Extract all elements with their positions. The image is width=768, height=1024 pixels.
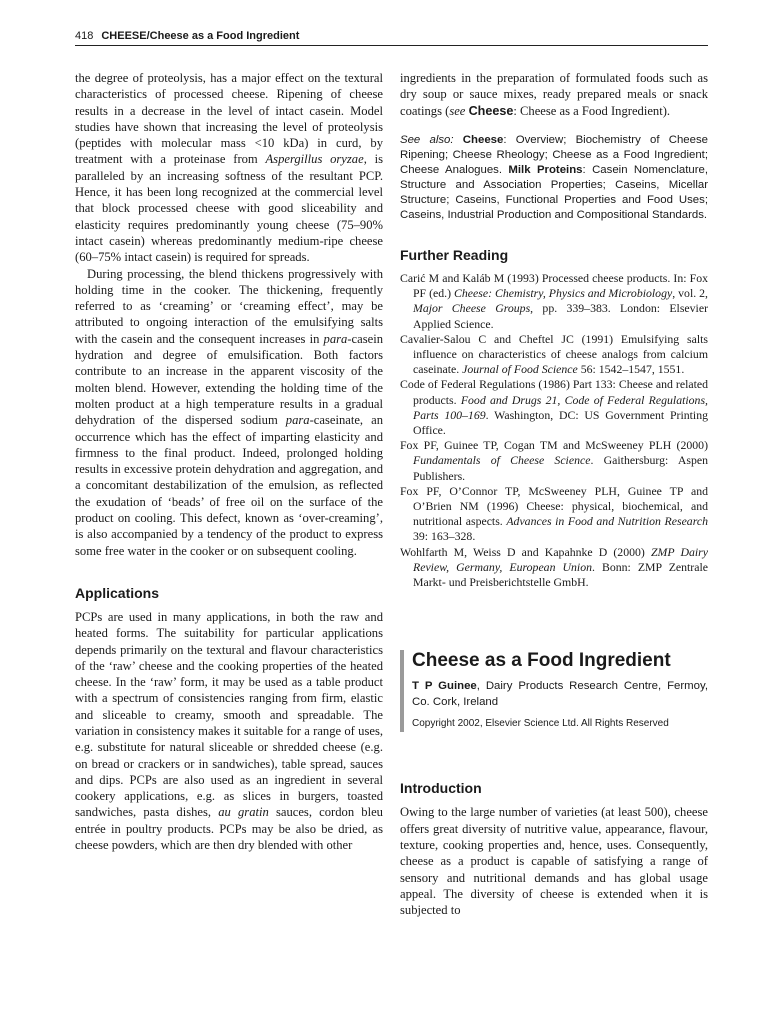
body-paragraph: During processing, the blend thickens progressively with holding time in the cooker. The thickening, frequently referred to as ‘creaming’ or ‘creaming effect’, may be attributed to ongoing interaction of the emulsifying salts with the casein and the consequent increases in para-casein hydration and degree of emulsification. Both factors contribute to an increase in the apparent viscosity of the molten blend. However, extending the holding time of the molten product at a high temperature results in a gradual dehydration of the dispersed sodium para-caseinate, an occurrence which has the effect of imparting elasticity and firmness to the final product. Indeed, prolonged holding results in excessive protein dehydration and aggregation, and a concomitant destabilization of the emulsion, as reflected the exudation of ‘beads’ of free oil on the surface of the product on cooling. This defect, known as ‘over-creaming’, is also accompanied by a tendency of the product to express some free water in the cooker or on subsequent cooling.	[75, 266, 383, 558]
body-paragraph: PCPs are used in many applications, in both the raw and heated forms. The suitability for particular applications depends primarily on the textural and flavour characteristics of the ‘raw’ cheese and the cooking properties of the heated cheese. In the ‘raw’ form, it may be used as a table product with a spectrum of consistencies ranging from firm, elastic and sliceable to creamy, smooth and spreadable. The variation in consistency makes it suitable for a range of uses, e.g. substitute for natural sliceable or shredded cheese (e.g. on bread or crackers or in sandwiches), table spread, sauces and dips. PCPs are also used as an ingredient in several cookery applications, e.g. as slices in burgers, toasted sandwiches, pasta dishes, au gratin sauces, cordon bleu entrée in poultry products. PCPs may be also be dried, as cheese powders, which are then dry blended with other	[75, 609, 383, 853]
author-name: T P Guinee	[412, 680, 477, 693]
reference-item: Cavalier-Salou C and Cheftel JC (1991) Emulsifying salts influence on characteristics of cheese analogs from calcium caseinate. Journal of Food Science 56: 1542–1547, 1551.	[400, 331, 708, 377]
reference-item: Carić M and Kaláb M (1993) Processed cheese products. In: Fox PF (ed.) Cheese: Chemistry, Physics and Microbiology, vol. 2, Major Cheese Groups, pp. 339–383. London: Elsevier Applied Science.	[400, 270, 708, 331]
reference-item: Code of Federal Regulations (1986) Part 133: Cheese and related products. Food and Drugs 21, Code of Federal Regulations, Parts 100–169. Washington, DC: US Government Printing Office.	[400, 377, 708, 437]
right-column	[400, 70, 708, 919]
article-title-block	[400, 650, 708, 732]
left-column	[75, 70, 383, 853]
see-also-block: See also: Cheese: Overview; Biochemistry of Cheese Ripening; Cheese Rheology; Cheese as a Food Ingredient; Cheese Analogues. Milk Proteins: Casein Nomenclature, Structure and Association Properties; Caseins, Micellar Structure; Caseins, Functional Properties and Food Uses; Caseins, Industrial Production and Compositional Standards.	[400, 133, 708, 221]
copyright-notice: Copyright 2002, Elsevier Science Ltd. All Rights Reserved	[412, 718, 669, 730]
reference-item: Fox PF, Guinee TP, Cogan TM and McSweeney PLH (2000) Fundamentals of Cheese Science. Gaithersburg: Aspen Publishers.	[400, 438, 709, 483]
reference-item: Wohlfarth M, Weiss D and Kapahnke D (2000) ZMP Dairy Review, Germany, European Union. Bonn: ZMP Zentrale Markt- und Preisberichtstelle GmbH.	[400, 544, 708, 589]
running-header	[75, 30, 708, 46]
body-paragraph: ingredients in the preparation of formulated foods such as dry soup or sauce mixes, ready prepared meals or snack coatings (see Cheese: Cheese as a Food Ingredient).	[400, 71, 708, 118]
reference-list	[400, 271, 708, 590]
page-number: 418	[75, 30, 94, 42]
reference-item: Fox PF, O’Connor TP, McSweeney PLH, Guinee TP and O’Brien NM (1996) Cheese: physical, biochemical, and nutritional aspects. Advances in Food and Nutrition Research 39: 163–328.	[400, 483, 708, 544]
body-paragraph: the degree of proteolysis, has a major effect on the textural characteristics of processed cheese. Ripening of cheese results in a decrease in the level of intact casein. Model studies have shown that increasing the level of proteolysis (peptides with molecular mass <10 kDa) in curd, by treatment with a proteinase from Aspergillus oryzae, is paralleled by an increasing softness of the resultant PCP. Hence, it has been long recognized at the commercial level that block processed cheese with good sliceability and elasticity requires predominantly young cheese (75–90% intact casein) whereas predominantly medium-ripe cheese (60–75% intact casein) is required for spreads.	[75, 71, 383, 265]
section-heading-applications: Applications	[75, 584, 160, 601]
article-title: Cheese as a Food Ingredient	[412, 650, 671, 672]
running-title: CHEESE/Cheese as a Food Ingredient	[101, 30, 300, 42]
section-heading-further-reading: Further Reading	[400, 246, 509, 263]
section-heading-introduction: Introduction	[400, 780, 482, 797]
author-affiliation: T P Guinee, Dairy Products Research Centre, Fermoy, Co. Cork, Ireland	[412, 680, 708, 709]
body-paragraph: Owing to the large number of varieties (at least 500), cheese offers great diversity of nutritive value, appearance, flavour, texture, cooking properties and, hence, uses. Consequently, cheese as a product is capable of satisfying a range of sensory and nutritional demands and has global usage appeal. The diversity of cheese is extended when it is subjected to	[400, 805, 708, 918]
